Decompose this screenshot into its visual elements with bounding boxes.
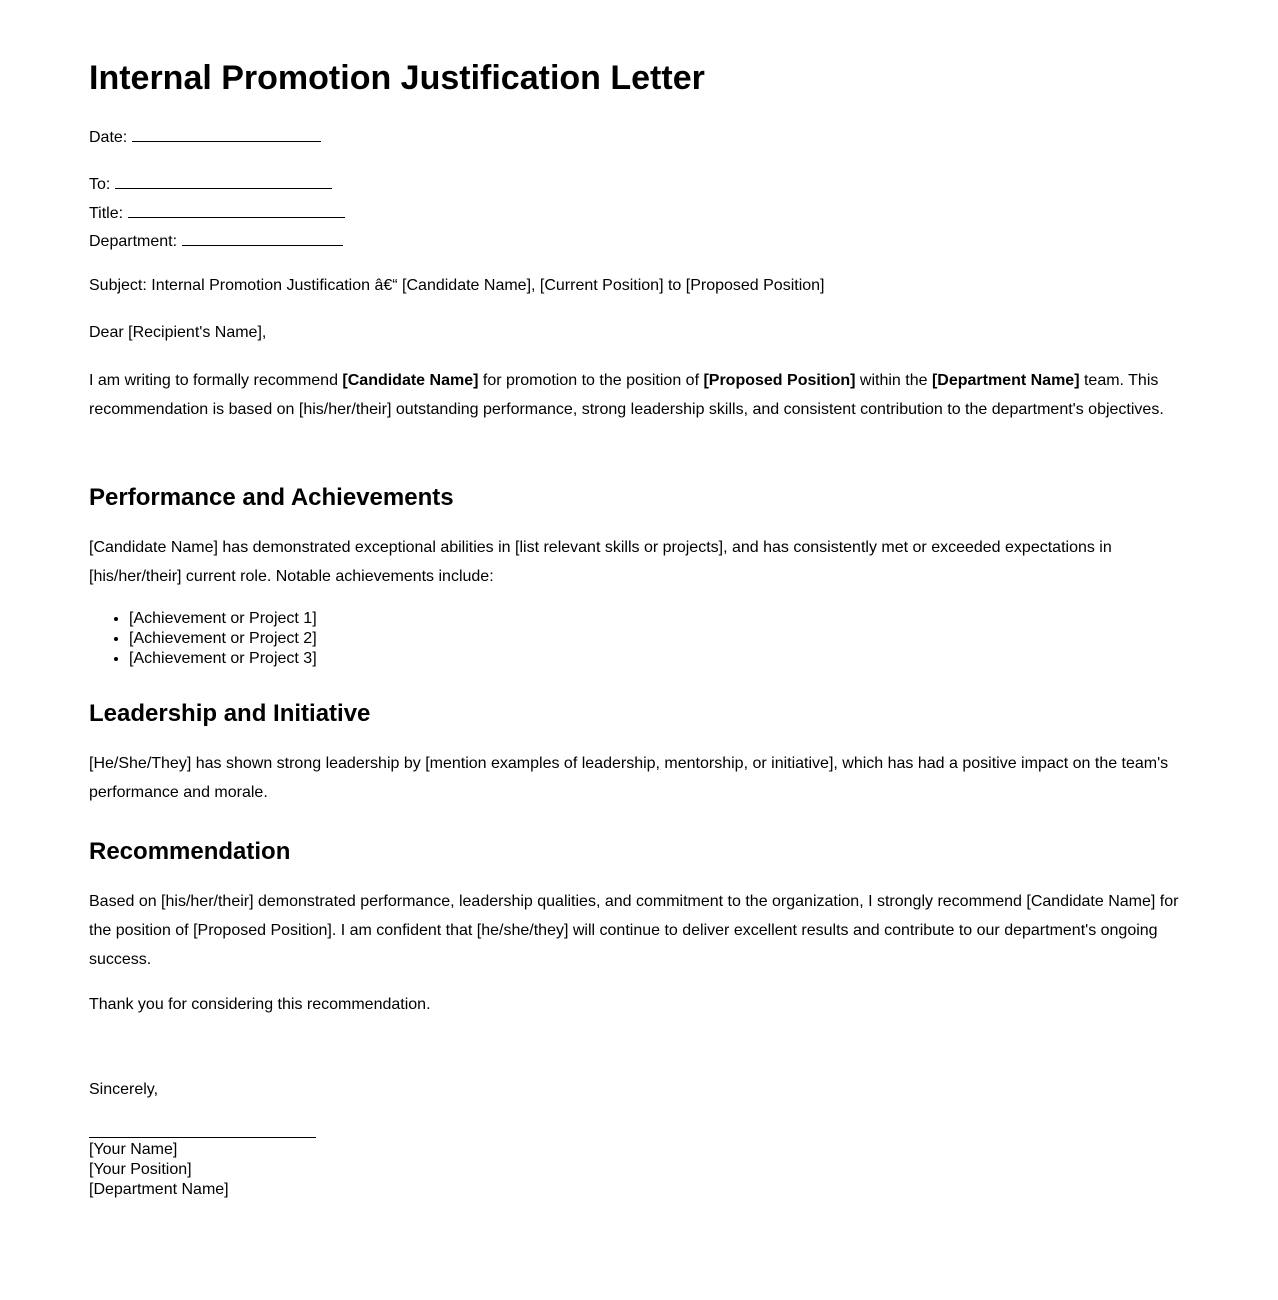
to-label: To:: [89, 176, 111, 193]
intro-text: team. This recommendation is based on [his/her/their] outstanding performance, strong leadership skills, and consistent contribution to the department's objectives.: [89, 372, 1164, 418]
closing: Sincerely,: [89, 1081, 159, 1098]
section-heading-performance: Performance and Achievements: [89, 484, 454, 511]
title-blank: [128, 201, 345, 218]
date-blank: [132, 125, 321, 142]
intro-text: within the: [855, 372, 932, 389]
intro-text: for promotion to the position of: [478, 372, 704, 389]
performance-paragraph: [Candidate Name] has demonstrated exceptional abilities in [list relevant skills or projects], and has consistently met or exceeded expectations in [his/her/their] current role. Notable achievements include:: [89, 539, 1112, 585]
section-heading-leadership: Leadership and Initiative: [89, 700, 371, 727]
signature-position: [Your Position]: [89, 1161, 192, 1178]
department-field: [89, 229, 343, 252]
title-label: Title:: [89, 205, 124, 222]
achievements-list: [89, 609, 317, 669]
signature-line: [89, 1137, 316, 1138]
to-field: [89, 172, 332, 195]
thanks-line: Thank you for considering this recommendation.: [89, 996, 431, 1013]
section-heading-recommendation: Recommendation: [89, 838, 291, 865]
candidate-name: [Candidate Name]: [342, 372, 479, 389]
date-field: [89, 125, 321, 148]
intro-text: I am writing to formally recommend: [89, 372, 343, 389]
leadership-paragraph: [He/She/They] has shown strong leadership by [mention examples of leadership, mentorship, or initiative], which has had a positive impact on the team's performance and morale.: [89, 755, 1169, 801]
signature-name: [Your Name]: [89, 1141, 178, 1158]
department-name: [Department Name]: [931, 372, 1080, 389]
title-field: [89, 201, 345, 224]
subject-line: Subject: Internal Promotion Justification â€“ [Candidate Name], [Current Position] to [Proposed Position]: [89, 277, 825, 294]
list-item: • [Achievement or Project 2]: [129, 629, 317, 649]
department-blank: [182, 229, 343, 246]
page-title: Internal Promotion Justification Letter: [89, 59, 705, 97]
signature-department: [Department Name]: [89, 1181, 229, 1198]
list-item: • [Achievement or Project 1]: [129, 609, 317, 629]
list-item: • [Achievement or Project 3]: [129, 649, 317, 669]
intro-paragraph: [89, 366, 1194, 424]
salutation: Dear [Recipient's Name],: [89, 324, 267, 341]
date-label: Date:: [89, 129, 128, 146]
department-label: Department:: [89, 233, 178, 250]
proposed-position: [Proposed Position]: [703, 372, 856, 389]
to-blank: [115, 172, 332, 189]
recommendation-paragraph: Based on [his/her/their] demonstrated performance, leadership qualities, and commitment to the organization, I strongly recommend [Candidate Name] for the position of [Proposed Position]. I am confident that [he/she/they] will continue to deliver excellent results and contribute to our department's ongoing success.: [89, 893, 1179, 968]
